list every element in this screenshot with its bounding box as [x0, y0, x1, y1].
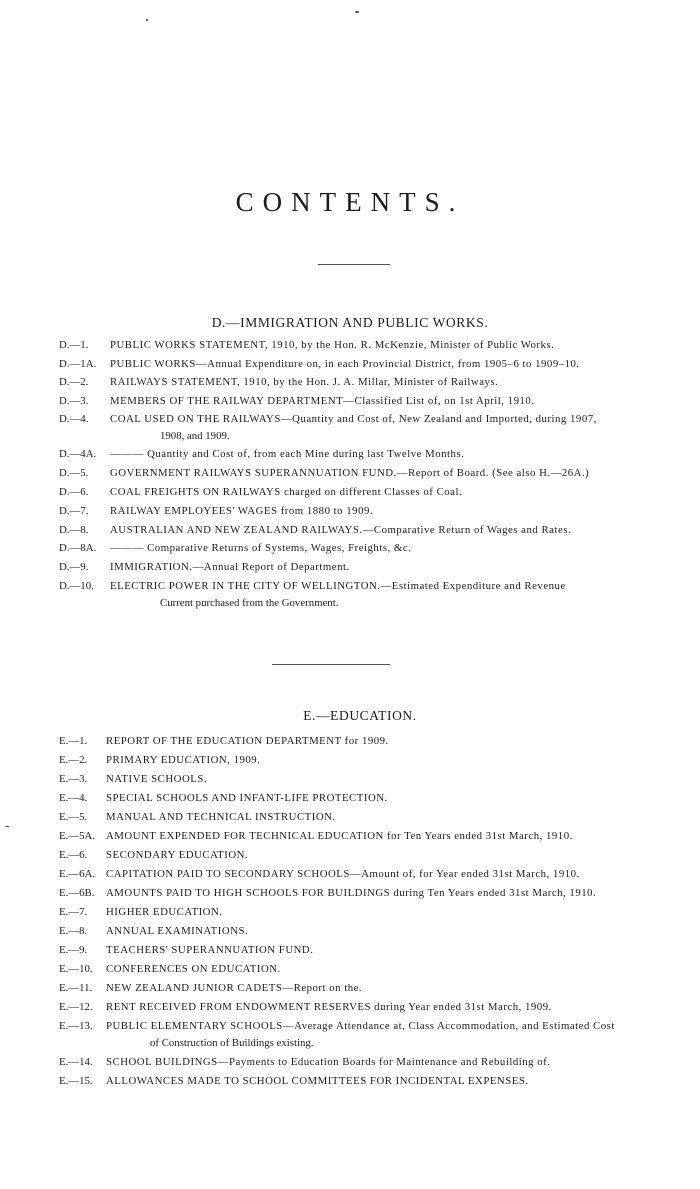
section-e-entry	[59, 1020, 672, 1049]
section-e-entry-code: E.—5A.	[59, 830, 95, 842]
section-e-entry-title: AMOUNT EXPENDED FOR TECHNICAL EDUCATION for Ten Years ended 31st March, 1910.	[106, 830, 573, 842]
section-e-entry-title: ANNUAL EXAMINATIONS.	[106, 925, 249, 937]
section-e-entry-title: HIGHER EDUCATION.	[106, 906, 223, 918]
section-d-entry	[59, 448, 672, 461]
section-d-entry-code: D.—10.	[59, 580, 94, 592]
section-e-entry-title: NATIVE SCHOOLS.	[106, 773, 208, 785]
section-e-entry	[59, 982, 672, 995]
section-e-entry	[59, 849, 672, 862]
section-heading-d: D.—IMMIGRATION AND PUBLIC WORKS.	[211, 315, 489, 330]
section-d-entry-title: PUBLIC WORKS—Annual Expenditure on, in each Provincial District, from 1905–6 to 1909–10.	[110, 358, 580, 370]
page-title: CONTENTS.	[235, 187, 465, 217]
section-d-entry-continuation: Current purchased from the Government.	[160, 597, 339, 609]
section-e-entry-code: E.—9.	[59, 944, 88, 956]
section-d-entry-title: COAL FREIGHTS ON RAILWAYS charged on different Classes of Coal.	[110, 486, 463, 498]
scan-speck-3	[5, 826, 9, 827]
scan-speck-2	[355, 11, 359, 13]
divider-top	[318, 264, 390, 265]
section-e-entry-code: E.—14.	[59, 1056, 93, 1068]
section-e-entry	[59, 811, 672, 824]
section-e-entry	[59, 1075, 672, 1088]
section-d-entry-title: RAILWAY EMPLOYEES' WAGES from 1880 to 1909.	[110, 505, 374, 517]
section-d-entry-title: PUBLIC WORKS STATEMENT, 1910, by the Hon. R. McKenzie, Minister of Public Works.	[110, 339, 555, 351]
section-d-entry	[59, 395, 672, 408]
section-d-entry	[59, 580, 672, 609]
section-e-entry-code: E.—5.	[59, 811, 88, 823]
section-e-entry	[59, 868, 672, 881]
section-d-entry-title: MEMBERS OF THE RAILWAY DEPARTMENT—Classified List of, on 1st April, 1910.	[110, 395, 535, 407]
section-d-entry-title: GOVERNMENT RAILWAYS SUPERANNUATION FUND.—Report of Board. (See also H.—26A.)	[110, 467, 590, 479]
section-e-entry-code: E.—1.	[59, 735, 88, 747]
section-e-entry	[59, 830, 672, 843]
section-e-entry-code: E.—11.	[59, 982, 93, 994]
section-e-entry-title: SCHOOL BUILDINGS—Payments to Education Boards for Maintenance and Rebuilding of.	[106, 1056, 551, 1068]
section-e-entry-title: RENT RECEIVED FROM ENDOWMENT RESERVES during Year ended 31st March, 1909.	[106, 1001, 552, 1013]
section-d-entry-code: D.—9.	[59, 561, 89, 573]
section-e-entry-code: E.—2.	[59, 754, 88, 766]
section-d-entry-title: RAILWAYS STATEMENT, 1910, by the Hon. J. A. Millar, Minister of Railways.	[110, 376, 499, 388]
section-e-entry	[59, 1001, 672, 1014]
section-d-entry-code: D.—8.	[59, 524, 89, 536]
section-d-entry	[59, 561, 672, 574]
section-e-entry-code: E.—15.	[59, 1075, 93, 1087]
section-e-entry-title: ALLOWANCES MADE TO SCHOOL COMMITTEES FOR INCIDENTAL EXPENSES.	[106, 1075, 529, 1087]
section-e-entry	[59, 735, 672, 748]
section-d-entry-code: D.—8A.	[59, 542, 97, 554]
section-d-entry-code: D.—4.	[59, 413, 89, 425]
section-d-entry	[59, 524, 672, 537]
section-d-entry	[59, 413, 672, 442]
section-e-entry	[59, 887, 672, 900]
section-e-entry-code: E.—12.	[59, 1001, 93, 1013]
section-heading-e: E.—EDUCATION.	[303, 708, 417, 723]
section-d-entry-continuation: 1908, and 1909.	[160, 430, 230, 442]
section-d-entry	[59, 542, 672, 555]
section-e-entry-title: REPORT OF THE EDUCATION DEPARTMENT for 1909.	[106, 735, 389, 747]
section-d-entry	[59, 486, 672, 499]
section-e-entry	[59, 1056, 672, 1069]
section-d-entry-code: D.—5.	[59, 467, 89, 479]
section-e-entry-title: SECONDARY EDUCATION.	[106, 849, 249, 861]
section-e-entry-title: MANUAL AND TECHNICAL INSTRUCTION.	[106, 811, 336, 823]
section-e-entry-title: CAPITATION PAID TO SECONDARY SCHOOLS—Amount of, for Year ended 31st March, 1910.	[106, 868, 580, 880]
section-e-entry-code: E.—10.	[59, 963, 93, 975]
scan-speck-1	[146, 19, 148, 21]
section-d-entry-title: ELECTRIC POWER IN THE CITY OF WELLINGTON.—Estimated Expenditure and Revenue	[110, 580, 566, 592]
section-d-entry	[59, 467, 672, 480]
section-d-entry-title: COAL USED ON THE RAILWAYS—Quantity and Cost of, New Zealand and Imported, during 1907,	[110, 413, 597, 425]
section-d-entry-code: D.—2.	[59, 376, 89, 388]
section-d-entry-code: D.—1A.	[59, 358, 97, 370]
section-d-entry-code: D.—3.	[59, 395, 89, 407]
section-d-entry-code: D.—7.	[59, 505, 89, 517]
section-e-entry-title: NEW ZEALAND JUNIOR CADETS—Report on the.	[106, 982, 363, 994]
section-e-entry-code: E.—6B.	[59, 887, 95, 899]
section-d-entry-title: ——— Comparative Returns of Systems, Wages, Freights, &c.	[110, 542, 412, 554]
section-e-entry	[59, 925, 672, 938]
section-d-entry	[59, 505, 672, 518]
section-e-entry-code: E.—3.	[59, 773, 88, 785]
section-e-entry-continuation: of Construction of Buildings existing.	[150, 1037, 314, 1049]
divider-middle	[272, 664, 390, 665]
section-d-entry-title: AUSTRALIAN AND NEW ZEALAND RAILWAYS.—Comparative Return of Wages and Rates.	[110, 524, 572, 536]
section-e-entry-title: PRIMARY EDUCATION, 1909.	[106, 754, 261, 766]
section-e-entry	[59, 944, 672, 957]
section-d-entry-title: IMMIGRATION.—Annual Report of Department.	[110, 561, 350, 573]
section-e-entry-title: SPECIAL SCHOOLS AND INFANT-LIFE PROTECTION.	[106, 792, 388, 804]
section-e-entry-code: E.—7.	[59, 906, 88, 918]
section-e-entry-title: PUBLIC ELEMENTARY SCHOOLS—Average Attendance at, Class Accommodation, and Estimated Cost	[106, 1020, 615, 1032]
section-e-entry	[59, 963, 672, 976]
section-e-entry	[59, 906, 672, 919]
section-d-entry-code: D.—1.	[59, 339, 89, 351]
section-e-entry-title: CONFERENCES ON EDUCATION.	[106, 963, 281, 975]
section-d-entry-code: D.—4A.	[59, 448, 97, 460]
section-e-entry-code: E.—6A.	[59, 868, 95, 880]
section-d-entry	[59, 339, 672, 352]
section-d-entry	[59, 376, 672, 389]
section-e-entry-code: E.—13.	[59, 1020, 93, 1032]
section-e-entry	[59, 754, 672, 767]
section-e-entry-code: E.—8.	[59, 925, 88, 937]
section-e-entry-title: AMOUNTS PAID TO HIGH SCHOOLS FOR BUILDINGS during Ten Years ended 31st March, 1910.	[106, 887, 597, 899]
section-d-entry-code: D.—6.	[59, 486, 89, 498]
section-e-entry	[59, 792, 672, 805]
section-e-entry	[59, 773, 672, 786]
section-d-entry	[59, 358, 672, 371]
section-e-entry-code: E.—6.	[59, 849, 88, 861]
section-d-entry-title: ——— Quantity and Cost of, from each Mine during last Twelve Months.	[110, 448, 465, 460]
section-e-entry-title: TEACHERS' SUPERANNUATION FUND.	[106, 944, 314, 956]
section-e-entry-code: E.—4.	[59, 792, 88, 804]
